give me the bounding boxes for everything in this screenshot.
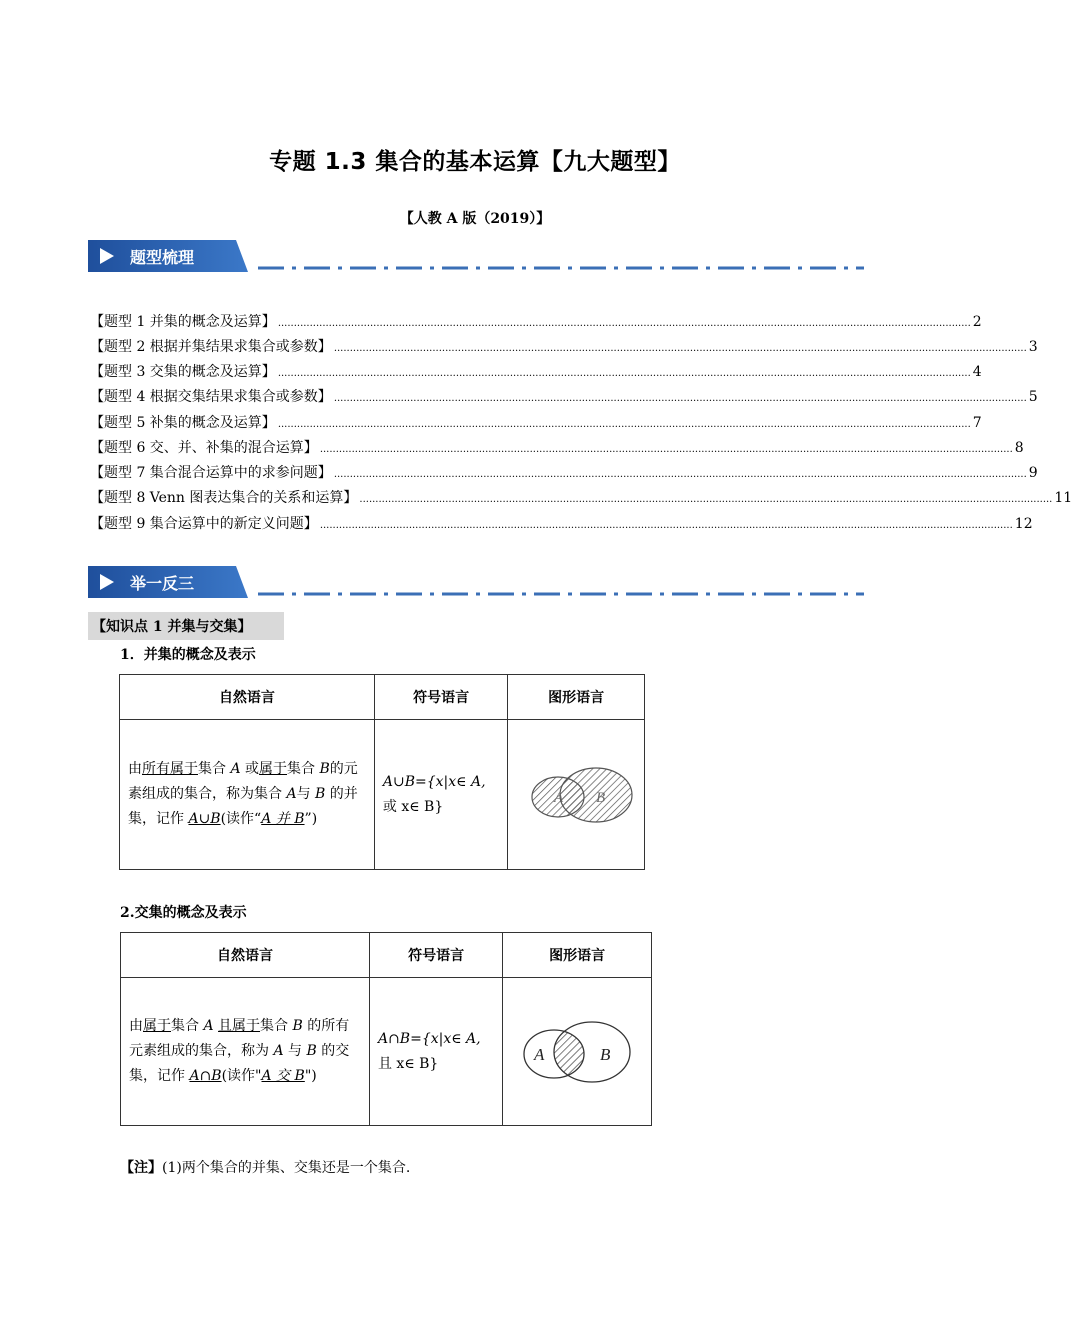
toc-item[interactable]: 【题型 5 补集的概念及运算】 .......................................................................................................................................................................................................................... 7 [90, 415, 982, 431]
venn-label-a: A [534, 1044, 545, 1064]
venn-label-a: A [554, 789, 564, 806]
union-venn-cell [508, 720, 645, 870]
union-heading: 1．并集的概念及表示 [120, 647, 256, 663]
venn-label-b: B [596, 789, 606, 806]
header-symbolic: 符号语言 [374, 675, 507, 720]
intersection-venn-cell [503, 978, 652, 1126]
note-tag: 【注】 [120, 1160, 162, 1176]
page-subtitle: 【人教 A 版（2019）】 [399, 211, 551, 227]
toc-item[interactable]: 【题型 4 根据交集结果求集合或参数】 .......................................................................................................................................................................................................................... 5 [90, 389, 1038, 405]
knowledge-point-label: 【知识点 1 并集与交集】 [88, 612, 284, 640]
toc-item[interactable]: 【题型 9 集合运算中的新定义问题】 .......................................................................................................................................................................................................................... 12 [90, 516, 1033, 532]
header-graphic: 图形语言 [503, 933, 652, 978]
header-natural: 自然语言 [121, 933, 370, 978]
toc-item[interactable]: 【题型 7 集合混合运算中的求参问题】 .......................................................................................................................................................................................................................... 9 [90, 465, 1038, 481]
banner-examples-label: 举一反三 [130, 574, 195, 593]
header-symbolic: 符号语言 [369, 933, 502, 978]
intersection-symbolic-language: A∩B={x|x∈ A, 且 x∈ B} [369, 978, 502, 1126]
intersection-heading: 2.交集的概念及表示 [120, 905, 247, 921]
header-graphic: 图形语言 [508, 675, 645, 720]
header-natural: 自然语言 [120, 675, 375, 720]
banner-examples [88, 566, 864, 600]
toc-item[interactable]: 【题型 3 交集的概念及运算】 .......................................................................................................................................................................................................................... 4 [90, 364, 982, 380]
toc-item[interactable]: 【题型 6 交、并、补集的混合运算】 .......................................................................................................................................................................................................................... 8 [90, 440, 1024, 456]
toc-item[interactable]: 【题型 1 并集的概念及运算】 .......................................................................................................................................................................................................................... 2 [90, 314, 982, 330]
intersection-natural-language: 由属于集合 A 且属于集合 B 的所有元素组成的集合，称为 A 与 B 的交集，记作 A∩B(读作"A 交 B") [121, 978, 370, 1126]
union-natural-language: 由所有属于集合 A 或属于集合 B的元素组成的集合，称为集合 A与 B 的并集，记作 A∪B(读作“A 并 B”) [120, 720, 375, 870]
venn-label-b: B [600, 1044, 611, 1064]
banner-toc [88, 240, 864, 274]
dash-dot-line [258, 592, 864, 596]
toc-item[interactable]: 【题型 8 Venn 图表达集合的关系和运算】 .......................................................................................................................................................................................................................... 11 [90, 490, 1072, 506]
toc-item[interactable]: 【题型 2 根据并集结果求集合或参数】 .......................................................................................................................................................................................................................... 3 [90, 339, 1038, 355]
note [120, 1157, 410, 1177]
dash-dot-line [258, 266, 864, 270]
union-symbolic-language: A∪B={x|x∈ A, 或 x∈ B} [374, 720, 507, 870]
note-text: (1)两个集合的并集、交集还是一个集合. [162, 1160, 411, 1176]
intersection-table [120, 932, 652, 1126]
intersection-venn-diagram [512, 1010, 642, 1090]
union-venn-diagram [516, 753, 636, 833]
union-table [119, 674, 645, 870]
banner-toc-label: 题型梳理 [130, 248, 195, 267]
page-title: 专题 1.3 集合的基本运算【九大题型】 [269, 149, 681, 175]
